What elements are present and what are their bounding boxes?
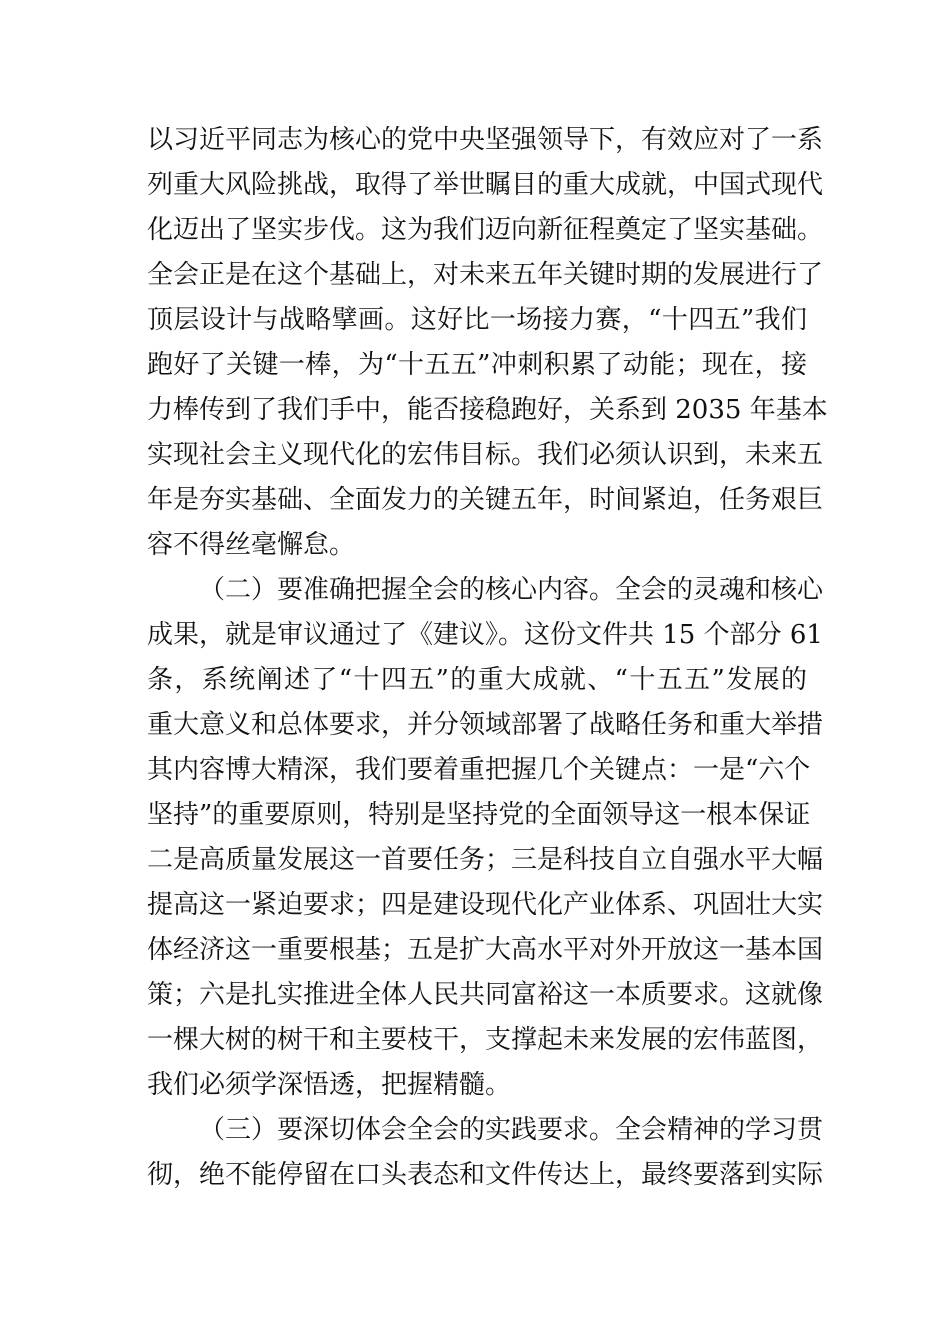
paragraph-3-first-line [199,1108,824,1152]
paragraph-2-line-11: 一棵大树的树干和主要枝干，支撑起未来发展的宏伟蓝图， [147,1025,824,1055]
paragraph-3-first-line-text: 全会精神的学习贯 [615,1115,824,1145]
paragraph-2-line-3: 条，系统阐述了“十四五”的重大成就、“十五五”发展的 [147,665,807,695]
paragraph-1-line-9: 年是夯实基础、全面发力的关键五年，时间紧迫，任务艰巨 [147,485,824,515]
paragraph-1-line-8: 实现社会主义现代化的宏伟目标。我们必须认识到，未来五 [147,440,824,470]
paragraph-2-line-2: 成果，就是审议通过了《建议》。这份文件共 15 个部分 61 [147,620,823,650]
paragraph-2-line-8: 提高这一紧迫要求；四是建设现代化产业体系、巩固壮大实 [147,890,824,920]
paragraph-2-first-line [199,568,824,612]
paragraph-2-line-6: 坚持”的重要原则，特别是坚持党的全面领导这一根本保证 [147,800,811,830]
paragraph-1-line-7: 力棒传到了我们手中，能否接稳跑好，关系到 2035 年基本 [147,395,828,425]
paragraph-1-line-1: 以习近平同志为核心的党中央坚强领导下，有效应对了一系 [147,125,824,155]
section-heading-2: （二）要准确把握全会的核心内容。 [199,575,616,605]
paragraph-1-line-10: 容不得丝毫懈怠。 [147,530,356,560]
paragraph-2-line-7: 二是高质量发展这一首要任务；三是科技自立自强水平大幅 [147,845,824,875]
paragraph-2-line-5: 其内容博大精深，我们要着重把握几个关键点：一是“六个 [147,755,811,785]
paragraph-1-line-2: 列重大风险挑战，取得了举世瞩目的重大成就，中国式现代 [147,170,824,200]
paragraph-2-line-4: 重大意义和总体要求，并分领域部署了战略任务和重大举措 [147,710,824,740]
paragraph-3-line-2: 彻，绝不能停留在口头表态和文件传达上，最终要落到实际 [147,1160,824,1190]
paragraph-2-first-line-text: 全会的灵魂和核心 [615,575,824,605]
paragraph-2-line-9: 体经济这一重要根基；五是扩大高水平对外开放这一基本国 [147,935,824,965]
paragraph-2-line-10: 策；六是扎实推进全体人民共同富裕这一本质要求。这就像 [147,980,824,1010]
paragraph-1-line-6: 跑好了关键一棒，为“十五五”冲刺积累了动能；现在，接 [147,350,807,380]
section-heading-3: （三）要深切体会全会的实践要求。 [199,1115,616,1145]
paragraph-1-line-4: 全会正是在这个基础上，对未来五年关键时期的发展进行了 [147,260,824,290]
paragraph-2-line-12: 我们必须学深悟透，把握精髓。 [147,1070,512,1100]
paragraph-1-line-3: 化迈出了坚实步伐。这为我们迈向新征程奠定了坚实基础。 [147,215,824,245]
paragraph-1-line-5: 顶层设计与战略擘画。这好比一场接力赛，“十四五”我们 [147,305,807,335]
